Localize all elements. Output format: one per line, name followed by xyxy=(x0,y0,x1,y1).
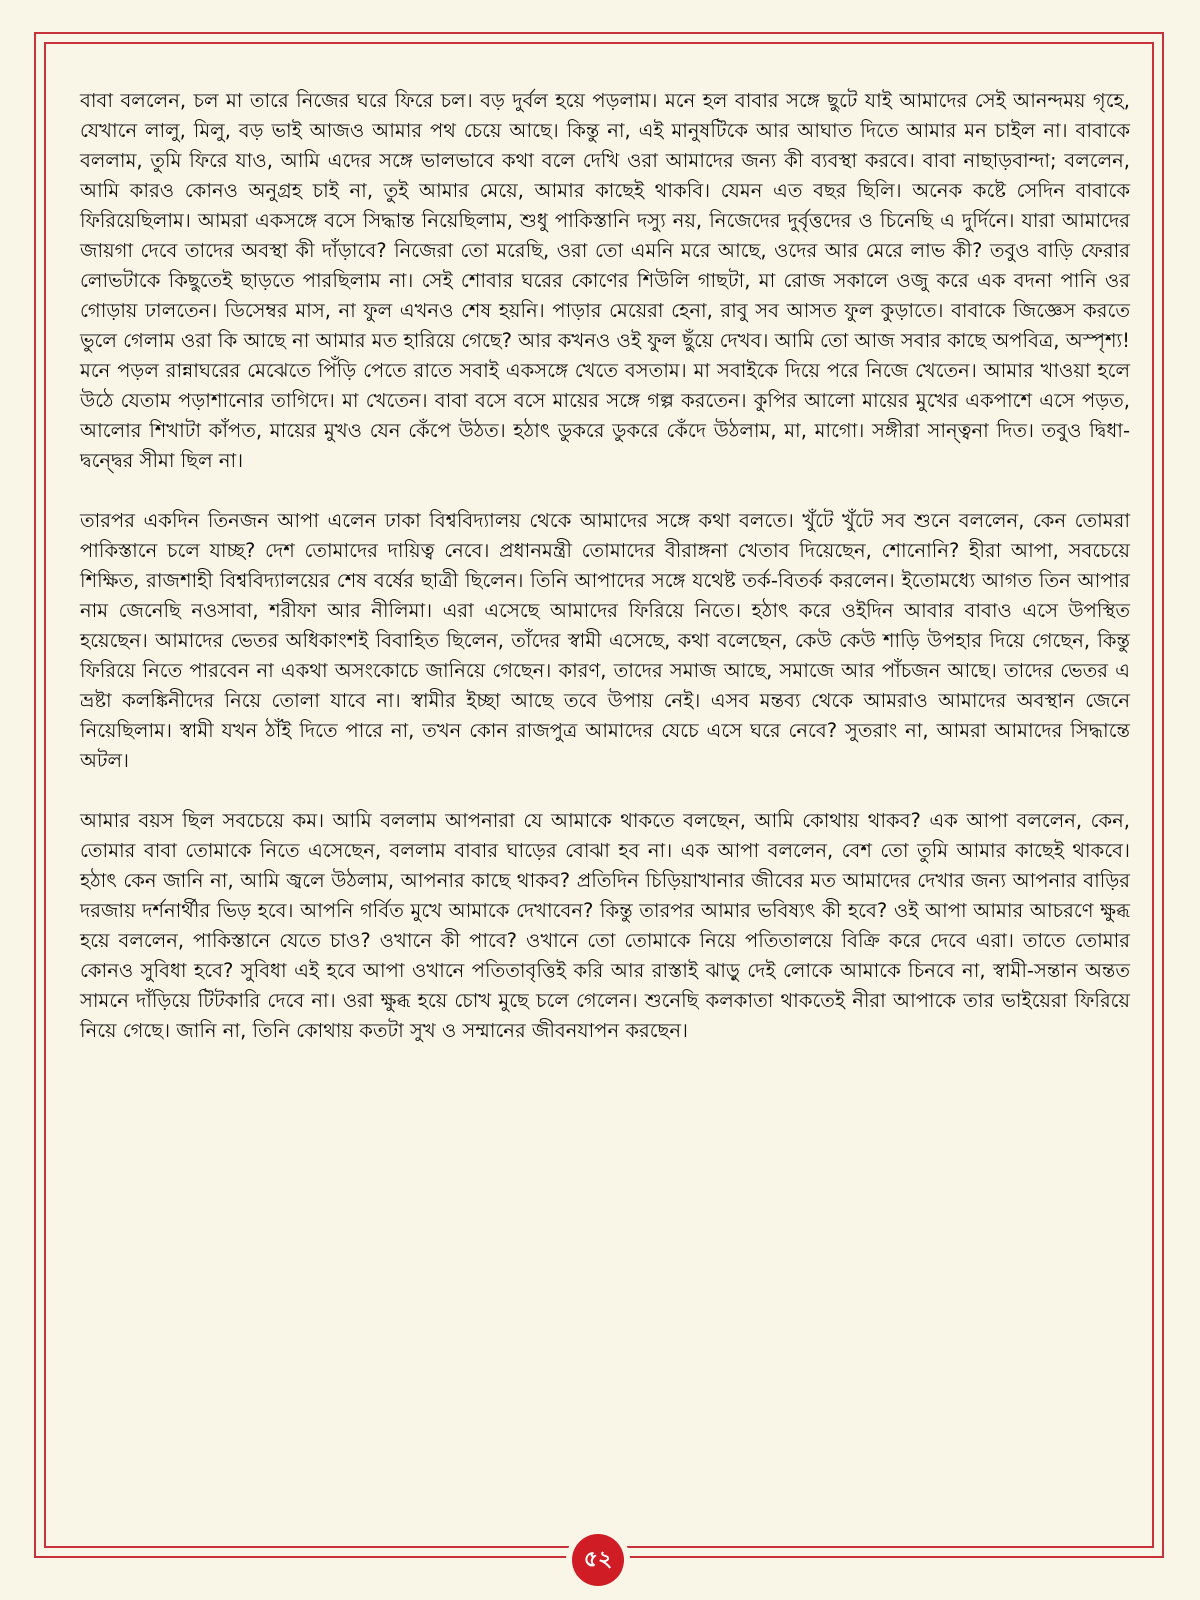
page-body xyxy=(80,86,1130,1076)
paragraph-2: তারপর একদিন তিনজন আপা এলেন ঢাকা বিশ্ববিদ্যালয় থেকে আমাদের সঙ্গে কথা বলতে। খুঁটে খুঁটে সব শুনে বললেন, কেন তোমরা পাকিস্তানে চলে যাচ্ছ? দেশ তোমাদের দায়িত্ব নেবে। প্রধানমন্ত্রী তোমাদের বীরাঙ্গনা খেতাব দিয়েছেন, শোনোনি? হীরা আপা, সবচেয়ে শিক্ষিত, রাজশাহী বিশ্ববিদ্যালয়ের শেষ বর্ষের ছাত্রী ছিলেন। তিনি আপাদের সঙ্গে যথেষ্ট তর্ক-বিতর্ক করলেন। ইতোমধ্যে আগত তিন আপার নাম জেনেছি নওসাবা, শরীফা আর নীলিমা। এরা এসেছে আমাদের ফিরিয়ে নিতে। হঠাৎ করে ওইদিন আবার বাবাও এসে উপস্থিত হয়েছেন। আমাদের ভেতর অধিকাংশই বিবাহিত ছিলেন, তাঁদের স্বামী এসেছে, কথা বলেছেন, কেউ কেউ শাড়ি উপহার দিয়ে গেছেন, কিন্তু ফিরিয়ে নিতে পারবেন না একথা অসংকোচে জানিয়ে গেছেন। কারণ, তাদের সমাজ আছে, সমাজে আর পাঁচজন আছে। তাদের ভেতর এ ভ্রষ্টা কলঙ্কিনীদের নিয়ে তোলা যাবে না। স্বামীর ইচ্ছা আছে তবে উপায় নেই। এসব মন্তব্য থেকে আমরাও আমাদের অবস্থান জেনে নিয়েছিলাম। স্বামী যখন ঠাঁই দিতে পারে না, তখন কোন রাজপুত্র আমাদের যেচে এসে ঘরে নেবে? সুতরাং না, আমরা আমাদের সিদ্ধান্তে অটল। xyxy=(80,509,1130,772)
paragraph-3: আমার বয়স ছিল সবচেয়ে কম। আমি বললাম আপনারা যে আমাকে থাকতে বলছেন, আমি কোথায় থাকব? এক আপা বললেন, কেন, তোমার বাবা তোমাকে নিতে এসেছেন, বললাম বাবার ঘাড়ের বোঝা হব না। এক আপা বললেন, বেশ তো তুমি আমার কাছেই থাকবে। হঠাৎ কেন জানি না, আমি জ্বলে উঠলাম, আপনার কাছে থাকব? প্রতিদিন চিড়িয়াখানার জীবের মত আমাদের দেখার জন্য আপনার বাড়ির দরজায় দর্শনার্থীর ভিড় হবে। আপনি গর্বিত মুখে আমাকে দেখাবেন? কিন্তু তারপর আমার ভবিষ্যৎ কী হবে? ওই আপা আমার আচরণে ক্ষুব্ধ হয়ে বললেন, পাকিস্তানে যেতে চাও? ওখানে কী পাবে? ওখানে তো তোমাকে নিয়ে পতিতালয়ে বিক্রি করে দেবে এরা। তাতে তোমার কোনও সুবিধা হবে? সুবিধা এই হবে আপা ওখানে পতিতাবৃত্তিই করি আর রাস্তাই ঝাড়ু দেই লোকে আমাকে চিনবে না, স্বামী-সন্তান অন্তত সামনে দাঁড়িয়ে টিটকারি দেবে না। ওরা ক্ষুব্ধ হয়ে চোখ মুছে চলে গেলেন। শুনেছি কলকাতা থাকতেই নীরা আপাকে তার ভাইয়েরা ফিরিয়ে নিয়ে গেছে। জানি না, তিনি কোথায় কতটা সুখ ও সম্মানের জীবনযাপন করছেন। xyxy=(80,809,1130,1042)
paragraph-1: বাবা বললেন, চল মা তারে নিজের ঘরে ফিরে চল। বড় দুর্বল হয়ে পড়লাম। মনে হল বাবার সঙ্গে ছুটে যাই আমাদের সেই আনন্দময় গৃহে, যেখানে লালু, মিলু, বড় ভাই আজও আমার পথ চেয়ে আছে। কিন্তু না, এই মানুষটিকে আর আঘাত দিতে আমার মন চাইল না। বাবাকে বললাম, তুমি ফিরে যাও, আমি এদের সঙ্গে ভালভাবে কথা বলে দেখি ওরা আমাদের জন্য কী ব্যবস্থা করবে। বাবা নাছাড়বান্দা; বললেন, আমি কারও কোনও অনুগ্রহ চাই না, তুই আমার মেয়ে, আমার কাছেই থাকবি। যেমন এত বছর ছিলি। অনেক কষ্টে সেদিন বাবাকে ফিরিয়েছিলাম। আমরা একসঙ্গে বসে সিদ্ধান্ত নিয়েছিলাম, শুধু পাকিস্তানি দস্যু নয়, নিজেদের দুর্বৃত্তদের ও চিনেছি এ দুর্দিনে। যারা আমাদের জায়গা দেবে তাদের অবস্থা কী দাঁড়াবে? নিজেরা তো মরেছি, ওরা তো এমনি মরে আছে, ওদের আর মেরে লাভ কী? তবুও বাড়ি ফেরার লোভটাকে কিছুতেই ছাড়তে পারছিলাম না। সেই শোবার ঘরের কোণের শিউলি গাছটা, মা রোজ সকালে ওজু করে এক বদনা পানি ওর গোড়ায় ঢালতেন। ডিসেম্বর মাস, না ফুল এখনও শেষ হয়নি। পাড়ার মেয়েরা হেনা, রাবু সব আসত ফুল কুড়াতে। বাবাকে জিজ্ঞেস করতে ভুলে গেলাম ওরা কি আছে না আমার মত হারিয়ে গেছে? আর কখনও ওই ফুল ছুঁয়ে দেখব। আমি তো আজ সবার কাছে অপবিত্র, অস্পৃশ্য! মনে পড়ল রান্নাঘরের মেঝেতে পিঁড়ি পেতে রাতে সবাই একসঙ্গে খেতে বসতাম। মা সবাইকে দিয়ে পরে নিজে খেতেন। আমার খাওয়া হলে উঠে যেতাম পড়াশানোর তাগিদে। মা খেতেন। বাবা বসে বসে মায়ের সঙ্গে গল্প করতেন। কুপির আলো মায়ের মুখের একপাশে এসে পড়ত, আলোর শিখাটা কাঁপত, মায়ের মুখও যেন কেঁপে উঠত। হঠাৎ ডুকরে ডুকরে কেঁদে উঠলাম, মা, মাগো। সঙ্গীরা সান্ত্বনা দিত। তবুও দ্বিধা-দ্বন্দ্বের সীমা ছিল না। xyxy=(80,89,1131,472)
page-number-badge: ৫২ xyxy=(572,1534,624,1586)
